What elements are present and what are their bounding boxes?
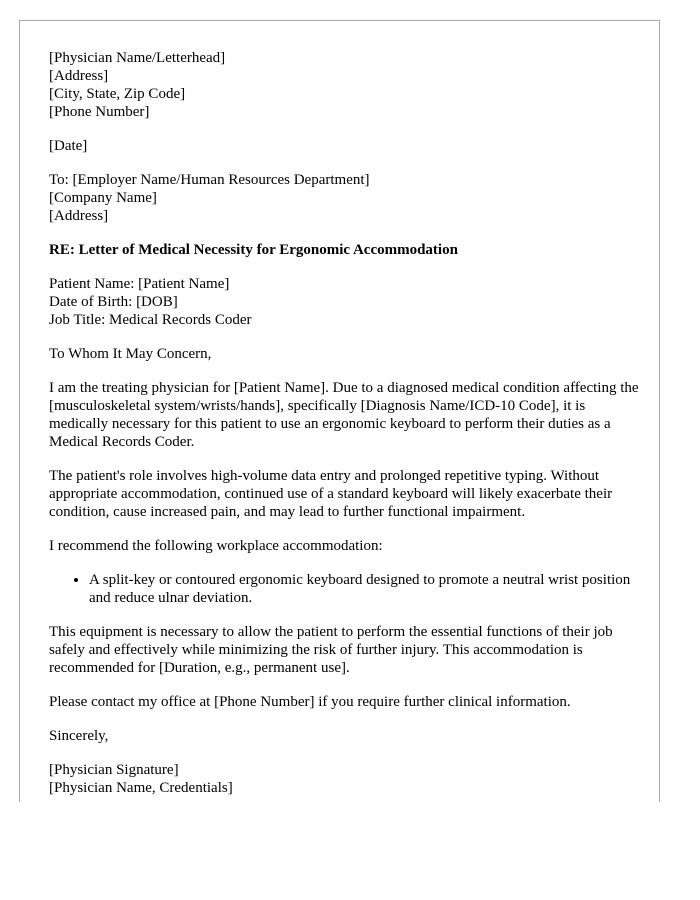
recommendation-item: • A split-key or contoured ergonomic keyboard designed to promote a neutral wrist position and reduce ulnar deviation. — [89, 571, 639, 607]
paragraph-necessity: This equipment is necessary to allow the patient to perform the essential functions of their job safely and effectively while minimizing the risk of further injury. This accommodation is recommended for [Duration, e.g., permanent use]. — [49, 624, 613, 676]
patient-name: Patient Name: [Patient Name] — [49, 276, 230, 292]
physician-name-credentials: [Physician Name, Credentials] — [49, 780, 233, 796]
patient-info — [49, 275, 639, 329]
salutation: To Whom It May Concern, — [49, 346, 212, 362]
recommendation-list — [49, 571, 639, 607]
physician-signature: [Physician Signature] — [49, 762, 179, 778]
letter-date: [Date] — [49, 138, 88, 154]
subject-line: RE: Letter of Medical Necessity for Ergonomic Accommodation — [49, 242, 458, 258]
recipient-block — [49, 171, 639, 225]
paragraph-recommend-intro: I recommend the following workplace accommodation: — [49, 538, 383, 554]
physician-city-state-zip: [City, State, Zip Code] — [49, 86, 186, 102]
closing: Sincerely, — [49, 728, 109, 744]
physician-address: [Address] — [49, 68, 109, 84]
recipient-to: To: [Employer Name/Human Resources Department] — [49, 172, 370, 188]
physician-name: [Physician Name/Letterhead] — [49, 50, 226, 66]
patient-job-title: Job Title: Medical Records Coder — [49, 312, 252, 328]
letter-body — [49, 49, 639, 802]
paragraph-diagnosis: I am the treating physician for [Patient Name]. Due to a diagnosed medical condition affecting the [musculoskeletal system/wrists/hands], specifically [Diagnosis Name/ICD-10 Code], it is medically necessary for this patient to use an ergonomic keyboard to perform their duties as a Medical Records Coder. — [49, 380, 639, 450]
recipient-address: [Address] — [49, 208, 109, 224]
recipient-company: [Company Name] — [49, 190, 157, 206]
patient-dob: Date of Birth: [DOB] — [49, 294, 178, 310]
signature-block — [49, 761, 639, 797]
letter-page — [19, 20, 660, 802]
paragraph-job-role: The patient's role involves high-volume data entry and prolonged repetitive typing. Without appropriate accommodation, continued use of a standard keyboard will likely exacerbate their condition, cause increased pain, and may lead to further functional impairment. — [49, 468, 613, 520]
paragraph-contact: Please contact my office at [Phone Number] if you require further clinical information. — [49, 694, 571, 710]
letterhead — [49, 49, 639, 121]
physician-phone: [Phone Number] — [49, 104, 150, 120]
letter-date-block — [49, 137, 639, 155]
subject-block — [49, 241, 639, 259]
